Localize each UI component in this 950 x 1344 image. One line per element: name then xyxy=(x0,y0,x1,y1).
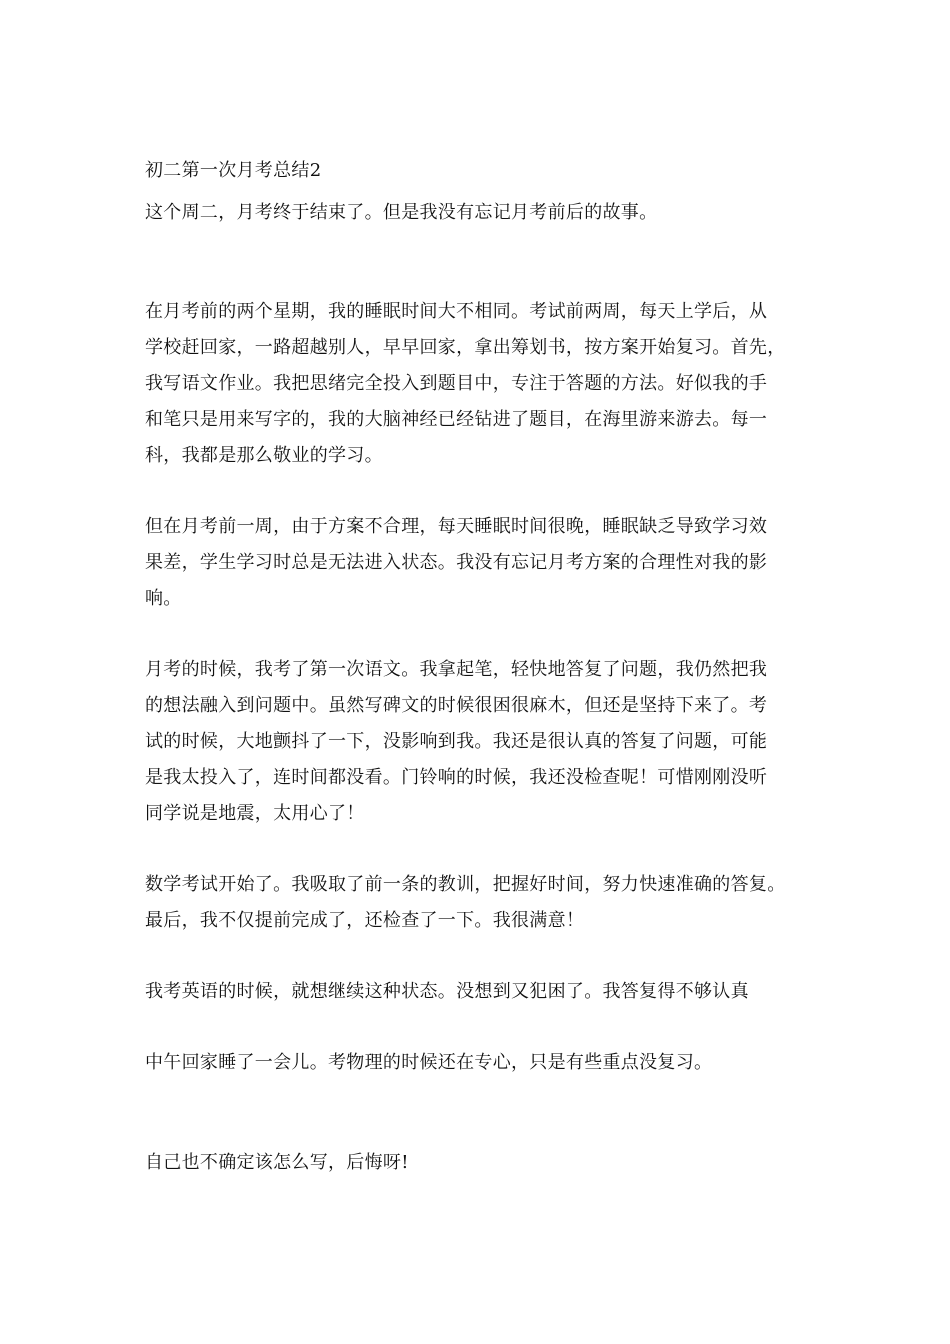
paragraph-line: 最后，我不仅提前完成了，还检查了一下。我很满意！ xyxy=(145,910,585,931)
document-title: 初二第一次月考总结2 xyxy=(145,160,322,181)
paragraph-line: 响。 xyxy=(145,588,182,609)
paragraph-line: 是我太投入了，连时间都没看。门铃响的时候，我还没检查呢！可惜刚刚没听 xyxy=(145,767,768,788)
paragraph-line: 数学考试开始了。我吸取了前一条的教训，把握好时间，努力快速准确的答复。 xyxy=(145,874,786,895)
paragraph-line: 学校赶回家，一路超越别人，早早回家，拿出筹划书，按方案开始复习。首先， xyxy=(145,337,786,358)
paragraph-line: 但在月考前一周，由于方案不合理，每天睡眠时间很晚，睡眠缺乏导致学习效 xyxy=(145,516,768,537)
paragraph-line: 同学说是地震，太用心了！ xyxy=(145,803,365,824)
paragraph-line: 这个周二，月考终于结束了。但是我没有忘记月考前后的故事。 xyxy=(145,202,658,223)
paragraph-line: 在月考前的两个星期，我的睡眠时间大不相同。考试前两周，每天上学后，从 xyxy=(145,301,768,322)
paragraph-line: 科，我都是那么敬业的学习。 xyxy=(145,445,383,466)
paragraph-line: 我写语文作业。我把思绪完全投入到题目中，专注于答题的方法。好似我的手 xyxy=(145,373,768,394)
paragraph-line: 月考的时候，我考了第一次语文。我拿起笔，轻快地答复了问题，我仍然把我 xyxy=(145,659,768,680)
paragraph-line: 的想法融入到问题中。虽然写碑文的时候很困很麻木，但还是坚持下来了。考 xyxy=(145,695,768,716)
paragraph-line: 中午回家睡了一会儿。考物理的时候还在专心，只是有些重点没复习。 xyxy=(145,1052,713,1073)
paragraph-line: 和笔只是用来写字的，我的大脑神经已经钻进了题目，在海里游来游去。每一 xyxy=(145,409,768,430)
paragraph-line: 我考英语的时候，就想继续这种状态。没想到又犯困了。我答复得不够认真 xyxy=(145,981,749,1002)
paragraph-line: 自己也不确定该怎么写，后悔呀! xyxy=(145,1152,409,1173)
paragraph-line: 果差，学生学习时总是无法进入状态。我没有忘记月考方案的合理性对我的影 xyxy=(145,552,768,573)
paragraph-line: 试的时候，大地颤抖了一下，没影响到我。我还是很认真的答复了问题，可能 xyxy=(145,731,768,752)
